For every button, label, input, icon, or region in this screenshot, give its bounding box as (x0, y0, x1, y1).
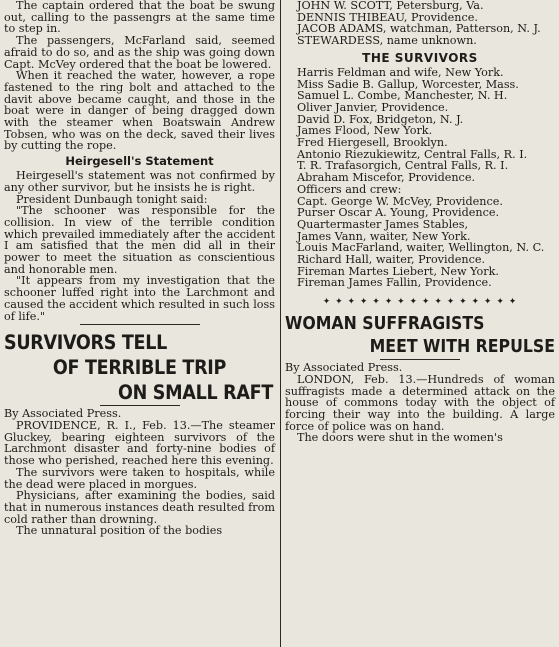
list-item: Capt. George W. McVey, Providence. (297, 194, 503, 208)
byline: By Associated Press. (285, 361, 403, 375)
paragraph: Heirgesell's statement was not confirmed by any other survivor, but he insists he is right. (4, 169, 275, 194)
headline-line: SURVIVORS TELL (4, 331, 167, 355)
paragraph: Physicians, after examining the bodies, said that in numerous instances death resulted from cold rather than drowning. (4, 489, 275, 526)
column-divider (280, 0, 281, 647)
list-item: Abraham Miscefor, Providence. (297, 171, 476, 185)
separator-rule (80, 324, 200, 325)
list-item: Fireman Martes Liebert, New York. (297, 264, 499, 278)
paragraph: The doors were shut in the women's (297, 431, 503, 445)
list-item: JACOB ADAMS, watchman, Patterson, N. J. (297, 22, 541, 36)
paragraph: The captain ordered that the boat be swung out, calling to the passengrs at the same time to step in. (4, 0, 275, 36)
list-item: Fireman James Fallin, Providence. (297, 276, 492, 290)
list-item: Richard Hall, waiter, Providence. (297, 253, 486, 267)
headline-line: WOMAN SUFFRAGISTS (285, 314, 485, 335)
headline-line: MEET WITH REPULSE (369, 337, 555, 358)
list-item: Oliver Janvier, Providence. (297, 100, 449, 114)
article-headline (4, 330, 275, 405)
separator-rule (100, 405, 180, 406)
right-column (285, 0, 555, 444)
list-item: Miss Sadie B. Gallup, Worcester, Mass. (297, 77, 519, 91)
list-item: Quartermaster James Stables, (297, 217, 469, 231)
survivors-list (285, 67, 555, 289)
paragraph: President Dunbaugh tonight said: (16, 192, 208, 206)
ornamental-divider: ✦ ✦ ✦ ✦ ✦ ✦ ✦ ✦ ✦ ✦ ✦ ✦ ✦ ✦ ✦ ✦ (322, 297, 518, 308)
list-item: James Flood, New York. (297, 124, 433, 138)
section-heading: THE SURVIVORS (362, 50, 478, 65)
list-item: David D. Fox, Bridgeton, N. J. (297, 112, 464, 126)
left-column (4, 0, 275, 537)
list-item: Harris Feldman and wife, New York. (297, 65, 504, 79)
list-item: Purser Oscar A. Young, Providence. (297, 206, 500, 220)
list-item: STEWARDESS, name unknown. (297, 34, 477, 48)
paragraph: The survivors were taken to hospitals, while the dead were placed in morgues. (4, 465, 275, 491)
paragraph: PROVIDENCE, R. I., Feb. 13.—The steamer Gluckey, bearing eighteen survivors of the Larchmont disaster and forty-nine bodies of those who perished, reached here this evening. (4, 418, 275, 468)
article-headline (285, 313, 555, 359)
paragraph: LONDON, Feb. 13.—Hundreds of woman suffragists made a determined attack on the house of commons today with the object of forcing their way into the building. A large force of police was on hand. (285, 372, 555, 433)
paragraph: "It appears from my investigation that the schooner luffed right into the Larchmont and caused the accident which resulted in such loss of life." (4, 274, 275, 323)
headline-line: ON SMALL RAFT (118, 381, 273, 405)
list-item: Antonio Riezukiewitz, Central Falls, R. I. (297, 147, 528, 161)
paragraph: The passengers, McFarland said, seemed afraid to do so, and as the ship was going down Capt. McVey ordered that the boat be lowered. (4, 34, 275, 71)
list-item: James Vann, waiter, New York. (297, 229, 471, 243)
list-item: Louis MacFarland, waiter, Wellington, N. C. (297, 241, 545, 255)
list-item: Samuel L. Combe, Manchester, N. H. (297, 89, 508, 103)
paragraph: When it reached the water, however, a rope fastened to the ring bolt and attached to the davit above became caught, and those in the boat were in danger of being dragged down with the steamer when Boatswain Andrew Tobsen, who was on the deck, saved their lives by cutting the rope. (4, 69, 275, 153)
victims-list (285, 0, 555, 47)
paragraph: "The schooner was responsible for the collision. In view of the terrible condition which prevailed immediately after the accident I am satisfied that the men did all in their power to meet the situation as conscientious and honorable men. (4, 204, 275, 276)
list-item: JOHN W. SCOTT, Petersburg, Va. (297, 0, 484, 12)
byline: By Associated Press. (4, 407, 122, 421)
subheading: Heirgesell's Statement (65, 154, 214, 169)
list-item: Fred Hiergesell, Brooklyn. (297, 136, 448, 150)
headline-line: OF TERRIBLE TRIP (52, 356, 227, 380)
list-item: DENNIS THIBEAU, Providence. (297, 10, 478, 24)
paragraph: The unnatural position of the bodies (16, 524, 223, 538)
list-item: T. R. Trafasorgich, Central Falls, R. I. (297, 159, 509, 173)
separator-rule (380, 359, 460, 360)
list-item: Officers and crew: (297, 182, 402, 196)
